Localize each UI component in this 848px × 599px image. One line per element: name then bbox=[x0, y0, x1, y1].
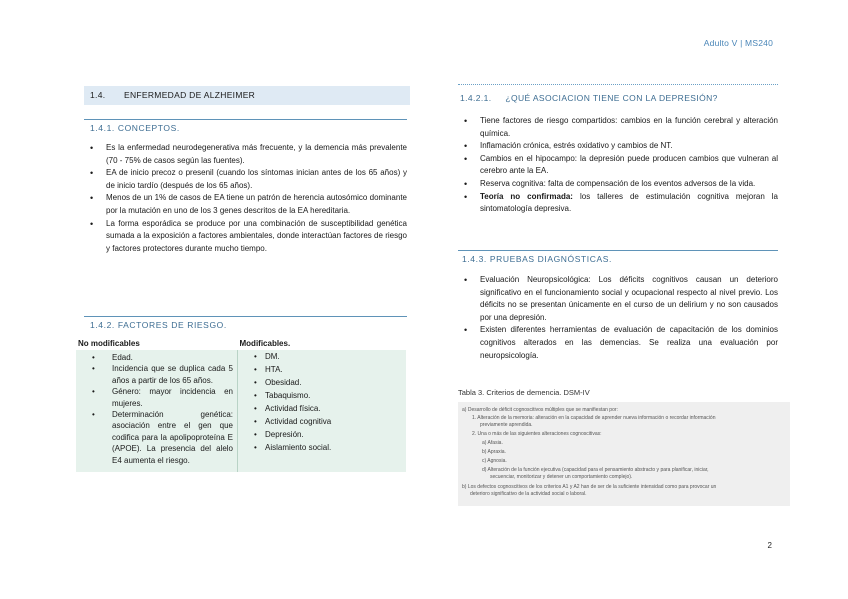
concepts-title: 1.4.1. CONCEPTOS. bbox=[84, 119, 407, 133]
table3-line: b) Apraxia. bbox=[482, 449, 506, 455]
table-header-modifiable: Modificables. bbox=[239, 339, 291, 348]
header-course: Adulto V | MS240 bbox=[703, 38, 773, 48]
table3-line: d) Alteración de la función ejecutiva (capacidad para el pensamiento abstracto y para planificar, iniciar, bbox=[482, 467, 709, 473]
dotted-divider bbox=[458, 84, 778, 106]
tests-list bbox=[458, 274, 778, 362]
list-item: • DM. bbox=[238, 350, 406, 363]
depression-section bbox=[458, 84, 778, 216]
table3-line: a) Afasia. bbox=[482, 440, 503, 446]
table3-line: 1. Alteración de la memoria: alteración en la capacidad de aprender nueva información o recordar información bbox=[472, 415, 716, 421]
list-item bbox=[458, 153, 778, 178]
depression-title: 1.4.2.1. ¿QUÉ ASOCIACION TIENE CON LA DEPRESIÓN? bbox=[460, 93, 718, 103]
tests-section bbox=[458, 250, 778, 362]
table-cell bbox=[76, 350, 238, 472]
list-item bbox=[458, 191, 778, 216]
list-item: • Determinación genética: asociación entre el gen que codifica para la apolipoproteína E (APOE). La presencia del alelo E4 aumenta el riesgo. bbox=[76, 409, 237, 466]
list-item: • EA de inicio precoz o presenil (cuando los síntomas inician antes de los 65 años) y de inicio tardío (después de los 65 años). bbox=[84, 167, 407, 192]
list-item: • Evaluación Neuropsicológica: Los déficits cognitivos causan un deterioro significativo en el funcionamiento social y ocupacional respecto al nivel previo. Los déficits no se presentan únicamente en el curso de un delirium y no son causados por una depresión. bbox=[458, 274, 778, 324]
list-item: • Actividad cognitiva bbox=[238, 415, 406, 428]
list-item: • Menos de un 1% de casos de EA tiene un patrón de herencia autosómico dominante por la mutación en uno de los 3 genes descritos de la EA hereditaria. bbox=[84, 192, 407, 217]
table3-line: a) Desarrollo de déficit cognoscitivos múltiples que se manifiestan por: bbox=[462, 407, 618, 413]
list-item: • Aislamiento social. bbox=[238, 441, 406, 454]
item-text: Inflamación crónica, estrés oxidativo y cambios de NT. bbox=[480, 141, 673, 151]
list-item: • Obesidad. bbox=[238, 376, 406, 389]
list-item bbox=[458, 178, 778, 191]
risk-title: 1.4.2. FACTORES DE RIESGO. bbox=[84, 316, 407, 330]
modifiable-list bbox=[238, 350, 406, 460]
concepts-list bbox=[84, 142, 407, 255]
list-item: • Incidencia que se duplica cada 5 años a partir de los 65 años. bbox=[76, 363, 237, 386]
tests-title: 1.4.3. PRUEBAS DIAGNÓSTICAS. bbox=[458, 250, 778, 264]
table-header-non-modifiable: No modificables bbox=[78, 339, 140, 348]
list-item: • Existen diferentes herramientas de evaluación de capacitación de los dominios cognitivos alterados en las demencias. Se realiza una evaluación por neuropsicología. bbox=[458, 324, 778, 362]
section-title-text: ENFERMEDAD DE ALZHEIMER bbox=[124, 90, 256, 100]
list-item: • La forma esporádica se produce por una combinación de susceptibilidad genética sumada a la exposición a factores ambientales, donde interactúan factores de riesgo y factores protectores durante mucho tiempo. bbox=[84, 218, 407, 256]
item-text: Tiene factores de riesgo compartidos: cambios en la función cerebral y alteración química. bbox=[480, 116, 778, 138]
table3-image bbox=[458, 402, 790, 506]
section-number: 1.4. bbox=[90, 90, 106, 100]
table3-line: 2. Una o más de las siguientes alteraciones cognoscitivas: bbox=[472, 431, 602, 437]
non-modifiable-list bbox=[76, 350, 237, 472]
list-item: • Actividad física. bbox=[238, 402, 406, 415]
list-item: • HTA. bbox=[238, 363, 406, 376]
item-text: los talleres de estimulación cognitiva mejoran la sintomatología depresiva. bbox=[480, 191, 779, 214]
item-text: Reserva cognitiva: falta de compensación de los eventos adversos de la vida. bbox=[480, 178, 756, 188]
list-item bbox=[458, 140, 778, 153]
table3-title: Tabla 3. Criterios de demencia. DSM-IV bbox=[458, 388, 590, 397]
table-cell bbox=[238, 350, 407, 472]
item-bold-text: Teoría no confirmada: bbox=[480, 191, 573, 201]
table3-line: previamente aprendida. bbox=[480, 422, 533, 428]
table3-line: c) Agnosia. bbox=[482, 458, 507, 464]
table3-line: b) Los defectos cognoscitivos de los criterios A1 y A2 han de ser de la suficiente intensidad como para provocar un bbox=[462, 484, 717, 490]
list-item: • Tabaquismo. bbox=[238, 389, 406, 402]
list-item: • Género: mayor incidencia en mujeres. bbox=[76, 386, 237, 409]
concepts-section bbox=[84, 119, 407, 255]
list-item bbox=[458, 115, 778, 140]
risk-section bbox=[84, 316, 407, 330]
depression-list bbox=[458, 115, 778, 216]
item-text: Cambios en el hipocampo: la depresión puede producen cambios que vulneran al cerebro ante la EA. bbox=[480, 153, 778, 176]
list-item: • Es la enfermedad neurodegenerativa más frecuente, y la demencia más prevalente (70 - 75% de casos según las fuentes). bbox=[84, 142, 407, 167]
section-title bbox=[84, 86, 410, 105]
page-number: 2 bbox=[767, 541, 772, 550]
list-item: • Depresión. bbox=[238, 428, 406, 441]
table3-line: deterioro significativo de la actividad social o laboral. bbox=[470, 491, 587, 497]
risk-factors-table bbox=[76, 337, 406, 472]
list-item: • Edad. bbox=[76, 352, 237, 363]
table3-line: secuenciar, monitorizar y detener un comportamiento complejo). bbox=[490, 474, 633, 480]
